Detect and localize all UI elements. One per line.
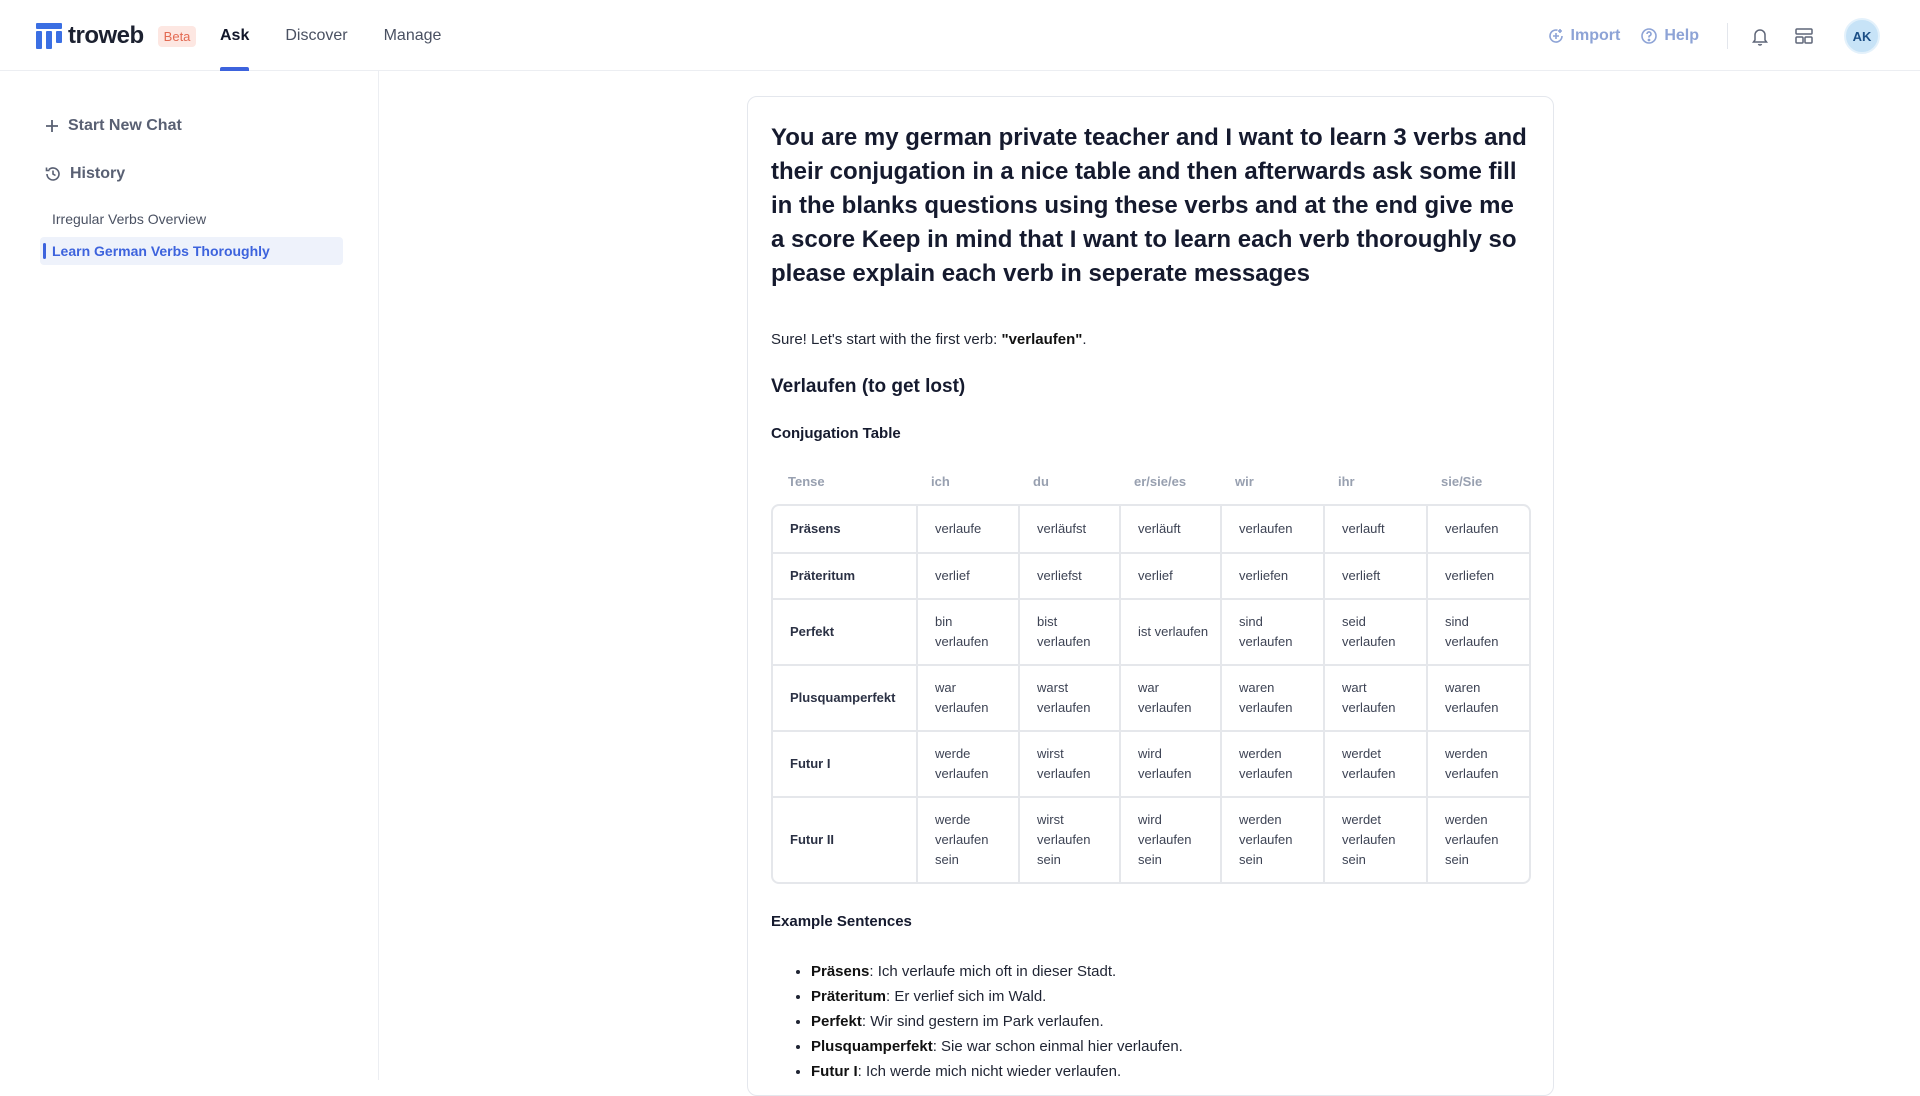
table-cell: werden verlaufen: [1220, 732, 1323, 796]
table-cell: seid verlaufen: [1323, 600, 1426, 664]
table-cell: waren verlaufen: [1426, 666, 1529, 730]
example-item: [811, 959, 1183, 984]
bell-icon: [1751, 26, 1769, 46]
table-cell: ist verlaufen: [1119, 600, 1220, 664]
intro-text: Sure! Let's start with the first verb:: [771, 331, 1002, 348]
table-cell: werde verlaufen: [916, 732, 1018, 796]
examples-heading: Example Sentences: [771, 913, 912, 930]
column-header: er/sie/es: [1134, 474, 1187, 489]
column-header: ihr: [1338, 474, 1355, 489]
top-bar: [0, 0, 1920, 71]
table-cell: werdet verlaufen sein: [1323, 798, 1426, 882]
column-header: wir: [1235, 474, 1254, 489]
table-cell: wird verlaufen: [1119, 732, 1220, 796]
column-header: du: [1033, 474, 1049, 489]
table-row: [773, 664, 1529, 730]
column-header: sie/Sie: [1441, 474, 1483, 489]
column-header: ich: [931, 474, 950, 489]
table-cell: verliefen: [1426, 554, 1529, 598]
table-row: [773, 506, 1529, 552]
tense-cell: Perfekt: [790, 624, 835, 639]
table-cell: war verlaufen: [916, 666, 1018, 730]
divider: [1727, 23, 1728, 49]
tense-cell: Futur II: [790, 832, 835, 847]
chat-card: [747, 96, 1554, 1096]
table-heading: Conjugation Table: [771, 425, 901, 442]
nav-ask[interactable]: Ask: [220, 0, 249, 71]
user-prompt: You are my german private teacher and I want to learn 3 verbs and their conjugation in a nice table and then afterwards ask some fill in the blanks questions using these verbs and at the end give me a score Keep in mind that I want to learn each verb thoroughly so please explain each verb in seperate messages: [771, 124, 1527, 287]
table-cell: bist verlaufen: [1018, 600, 1119, 664]
table-row: [773, 552, 1529, 598]
example-item: [811, 1059, 1183, 1084]
example-tense: Präteritum: [811, 988, 887, 1005]
tense-cell: Präsens: [790, 521, 841, 536]
example-item: [811, 1034, 1183, 1059]
table-cell: sind verlaufen: [1426, 600, 1529, 664]
table-cell: verlief: [916, 554, 1018, 598]
table-cell: bin verlaufen: [916, 600, 1018, 664]
table-cell: verlieft: [1323, 554, 1426, 598]
nav-manage[interactable]: Manage: [383, 26, 442, 44]
assistant-intro: [771, 331, 1087, 348]
table-row: [773, 796, 1529, 882]
intro-verb: "verlaufen": [1001, 331, 1083, 348]
table-cell: verlaufen: [1426, 506, 1529, 552]
example-sentence: : Ich werde mich nicht wieder verlaufen.: [857, 1063, 1122, 1080]
start-new-chat-label: Start New Chat: [68, 117, 182, 134]
logo-icon: [36, 23, 62, 49]
table-cell: verliefen: [1220, 554, 1323, 598]
table-cell: wird verlaufen sein: [1119, 798, 1220, 882]
table-cell: werdet verlaufen: [1323, 732, 1426, 796]
tense-cell: Futur I: [790, 756, 831, 771]
layout-icon: [1794, 27, 1814, 45]
example-tense: Perfekt: [811, 1013, 862, 1030]
table-cell: sind verlaufen: [1220, 600, 1323, 664]
intro-suffix: .: [1082, 331, 1087, 348]
table-cell: wirst verlaufen: [1018, 732, 1119, 796]
table-cell: wirst verlaufen sein: [1018, 798, 1119, 882]
top-actions: [1527, 16, 1880, 56]
avatar[interactable]: AK: [1844, 18, 1880, 54]
import-icon: [1547, 27, 1565, 45]
table-cell: verlaufen: [1220, 506, 1323, 552]
table-row: [773, 730, 1529, 796]
example-tense: Futur I: [811, 1063, 858, 1080]
verb-heading: Verlaufen (to get lost): [771, 376, 966, 397]
table-cell: werde verlaufen sein: [916, 798, 1018, 882]
table-cell: werden verlaufen sein: [1220, 798, 1323, 882]
brand-name: troweb: [68, 22, 144, 49]
example-item: [811, 984, 1183, 1009]
example-item: [811, 1009, 1183, 1034]
beta-badge: Beta: [158, 26, 197, 47]
help-icon: [1640, 27, 1658, 45]
main-nav: [220, 0, 477, 71]
layout-button[interactable]: [1792, 24, 1816, 48]
plus-icon: [44, 118, 60, 134]
help-button[interactable]: [1640, 27, 1699, 45]
table-cell: werden verlaufen: [1426, 732, 1529, 796]
table-cell: verlaufe: [916, 506, 1018, 552]
example-sentence: : Ich verlaufe mich oft in dieser Stadt.: [869, 963, 1117, 980]
history-item[interactable]: Irregular Verbs Overview: [52, 211, 207, 227]
logo[interactable]: [36, 22, 196, 50]
history-label: History: [70, 165, 126, 182]
table-row: [773, 598, 1529, 664]
table-cell: verläufst: [1018, 506, 1119, 552]
start-new-chat-button[interactable]: [44, 117, 182, 135]
table-header: [771, 474, 1531, 494]
table-cell: verliefst: [1018, 554, 1119, 598]
example-sentence: : Sie war schon einmal hier verlaufen.: [932, 1038, 1183, 1055]
table-cell: warst verlaufen: [1018, 666, 1119, 730]
tense-cell: Plusquamperfekt: [790, 690, 896, 705]
history-icon: [44, 165, 62, 183]
example-tense: Plusquamperfekt: [811, 1038, 933, 1055]
example-tense: Präsens: [811, 963, 870, 980]
table-cell: verlauft: [1323, 506, 1426, 552]
tense-cell: Präteritum: [790, 568, 856, 583]
conjugation-table: [771, 504, 1531, 884]
examples-list: [811, 959, 1183, 1084]
import-label: Import: [1570, 27, 1621, 44]
history-button[interactable]: [44, 165, 125, 183]
example-sentence: : Wir sind gestern im Park verlaufen.: [861, 1013, 1104, 1030]
table-cell: verlief: [1119, 554, 1220, 598]
table-cell: werden verlaufen sein: [1426, 798, 1529, 882]
table-cell: war verlaufen: [1119, 666, 1220, 730]
help-label: Help: [1664, 27, 1699, 44]
example-sentence: : Er verlief sich im Wald.: [886, 988, 1047, 1005]
table-cell: verläuft: [1119, 506, 1220, 552]
notifications-button[interactable]: [1748, 24, 1772, 48]
nav-discover[interactable]: Discover: [285, 26, 348, 44]
history-item-active[interactable]: Learn German Verbs Thoroughly: [40, 237, 343, 265]
table-cell: waren verlaufen: [1220, 666, 1323, 730]
sidebar: [0, 71, 379, 1080]
column-header: Tense: [788, 474, 825, 489]
import-button[interactable]: [1547, 27, 1621, 45]
table-cell: wart verlaufen: [1323, 666, 1426, 730]
